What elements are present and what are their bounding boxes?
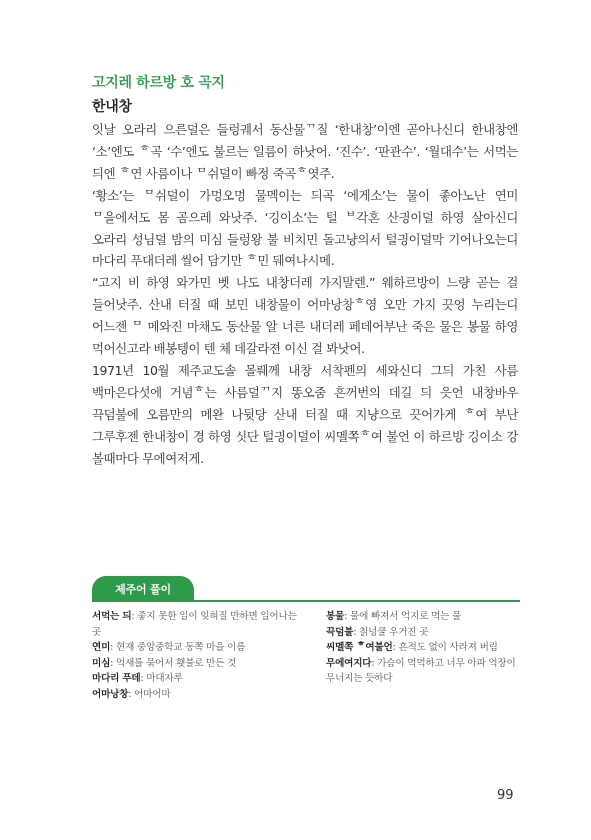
paragraph: 1971년 10월 제주교도솔 몰뤠께 내창 서착펜의 세와신디 그듸 가친 사름 백마은다섯에 거념ᄒ는 사름덜ᄁ지 똥오줌 흔꺼번의 데길 듸 읏언 내창바우 끅덤불에 오름만의 메완 나뒷당 산내 터질 때 지냥으로 끗어가게 ᄒ여 부난 그루후젠 한내창이 경 하영 싯단 털긩이덜이 씨멜쪽ᄒ여 불언 이 하르방 깅이소 강 볼때마다 무에여저게. <box>92 362 518 466</box>
glossary-term: 연미 <box>92 642 111 653</box>
glossary-definition: : 칡넝쿨 우거진 곳 <box>353 626 429 638</box>
glossary-title: 제주어 풀이 <box>115 582 171 596</box>
glossary-divider <box>92 600 520 602</box>
glossary-item <box>92 687 304 703</box>
glossary-definition: : 억새를 묶어서 횃불로 만든 것 <box>110 657 237 669</box>
glossary-definition: : 마대자루 <box>140 673 183 684</box>
glossary-right-column <box>326 609 522 687</box>
paragraph: 잇날 오라리 으른덜은 들렁궤서 동산물ᄁ질 ‘한내창’이엔 곧아나신디 한내창엔 ‘소’엔도 ᄒ곡 ‘수’엔도 불르는 일름이 하낫어. ‘진수’. ‘판관수’. ‘월대수’는 서먹는 듸엔 ᄒ연 사름이나 ᄆ쉬덜이 빠정 죽곡ᄒ엿주. <box>92 122 518 181</box>
glossary-definition: : 어마어마 <box>128 688 171 700</box>
glossary-left-column <box>92 609 304 702</box>
glossary-term: 무에여지다 <box>326 657 372 669</box>
glossary-term: 끅덤불 <box>326 626 354 638</box>
glossary-item <box>326 609 522 625</box>
glossary-definition: : 좋지 못한 일이 잊혀질 만하면 일어나는 곳 <box>92 611 297 638</box>
glossary-definition: : 가슴이 먹먹하고 너무 아파 억장이 무너지는 듯하다 <box>326 657 516 684</box>
glossary-term: 봉물 <box>326 611 345 622</box>
story-title: 한내창 <box>92 99 132 115</box>
glossary-item <box>326 656 522 687</box>
glossary-item <box>326 625 522 641</box>
glossary-definition: : 물에 빠져서 억지로 먹는 물 <box>344 611 462 622</box>
page-number: 99 <box>497 788 514 803</box>
glossary-tab <box>92 576 194 601</box>
glossary-item <box>92 609 304 640</box>
glossary-definition: : 흔적도 없이 사라져 버림 <box>392 642 498 653</box>
glossary-item <box>92 656 304 672</box>
glossary-term: 어마낭창 <box>92 688 129 700</box>
glossary-term: 씨멜쪽 ᄒ여불언 <box>326 642 393 653</box>
glossary-term: 마다리 푸데 <box>92 673 141 684</box>
glossary-item <box>326 640 522 656</box>
glossary-term: 미심 <box>92 657 111 669</box>
story-body <box>92 119 518 470</box>
paragraph: ‘황소’는 ᄆ쉬덜이 가멍오멍 물멕이는 듸곡 ‘에게소’는 물이 좋아노난 연미 ᄆ을에서도 몸 곰으레 와낫주. ‘깅이소’는 털 ᄇ각혼 산긩이덜 하영 살아신디 오라리 성님덜 밤의 미심 들렁왕 불 비치민 돌고냥의서 털긩이덜막 기어나오는디 마다리 푸대더레 씰어 담기만 ᄒ민 뒈여나시메. <box>92 187 518 269</box>
glossary-item <box>92 671 304 687</box>
glossary-definition: : 현재 중앙중학교 동쪽 마을 이름 <box>110 642 246 653</box>
glossary-term: 서먹는 듸 <box>92 611 132 622</box>
paragraph: “고지 비 하영 와가민 벳 나도 내창더레 가지말렌.” 웨하르방이 느량 곧는 걸 들어낫주. 산내 터질 때 보민 내창물이 어마낭창ᄒ영 오만 가지 끗엉 누리는디 어느젠 ᄆ 메와진 마채도 동산물 알 너른 내더레 페데어부난 죽은 물은 봉물 하영 먹어신고라 배봉텡이 텐 체 데갈라젼 이신 걸 봐낫어. <box>92 275 518 357</box>
glossary-item <box>92 640 304 656</box>
section-title: 고지레 하르방 호 곡지 <box>92 75 225 91</box>
